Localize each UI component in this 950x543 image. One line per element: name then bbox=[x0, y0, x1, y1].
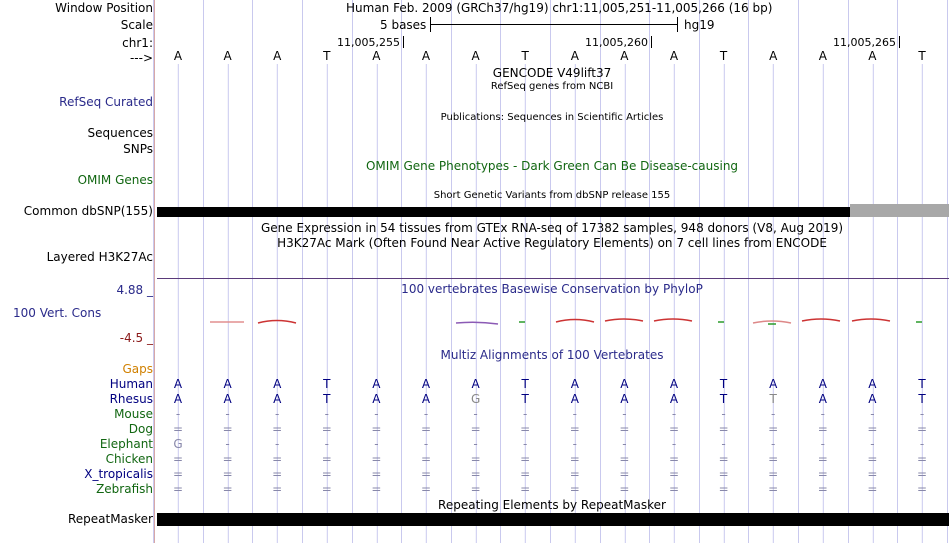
alignment-base: = bbox=[272, 422, 283, 436]
sequences-label[interactable]: Sequences bbox=[87, 126, 153, 140]
alignment-base: A bbox=[273, 377, 282, 391]
window-position-label: Window Position bbox=[55, 1, 153, 15]
alignment-base: - bbox=[225, 437, 230, 451]
alignment-base: - bbox=[820, 437, 825, 451]
alignment-base: = bbox=[718, 467, 729, 481]
alignment-base: - bbox=[771, 437, 776, 451]
alignment-base: = bbox=[470, 482, 481, 496]
alignment-base: = bbox=[619, 482, 630, 496]
alignment-base: A bbox=[669, 392, 679, 406]
publications-track-title[interactable]: Publications: Sequences in Scientific Articles bbox=[440, 112, 664, 123]
alignment-base: = bbox=[172, 467, 184, 481]
base-letter: A bbox=[273, 49, 282, 63]
base-letter: A bbox=[223, 49, 232, 63]
alignment-base: A bbox=[620, 377, 629, 391]
scale-assembly: hg19 bbox=[684, 18, 715, 32]
base-letter: A bbox=[620, 49, 629, 63]
alignment-base: = bbox=[371, 452, 382, 466]
alignment-base: A bbox=[868, 377, 877, 391]
alignment-base: T bbox=[323, 392, 331, 406]
base-letter: T bbox=[918, 49, 926, 63]
base-letter: A bbox=[471, 49, 480, 63]
alignment-base: = bbox=[321, 452, 332, 466]
alignment-base: = bbox=[371, 422, 382, 436]
alignment-base: - bbox=[671, 407, 677, 421]
alignment-base: = bbox=[371, 482, 382, 496]
alignment-base: = bbox=[222, 467, 233, 481]
alignment-base: = bbox=[569, 467, 580, 481]
coord-tick bbox=[899, 36, 900, 48]
alignment-base: = bbox=[916, 482, 928, 496]
alignment-base: - bbox=[473, 437, 478, 451]
alignment-base: A bbox=[273, 392, 282, 406]
alignment-base: = bbox=[916, 422, 928, 436]
alignment-base: = bbox=[916, 467, 928, 481]
alignment-base: = bbox=[817, 482, 828, 496]
alignment-base: = bbox=[718, 422, 729, 436]
dbsnp-track-title[interactable]: Short Genetic Variants from dbSNP release 155 bbox=[433, 190, 671, 201]
alignment-base: = bbox=[172, 482, 184, 496]
alignment-base: = bbox=[172, 452, 184, 466]
window-position-value: Human Feb. 2009 (GRCh37/hg19) chr1:11,005,251-11,005,266 (16 bp) bbox=[346, 1, 773, 15]
alignment-base: = bbox=[817, 452, 828, 466]
alignment-base: = bbox=[768, 467, 779, 481]
alignment-base: = bbox=[867, 422, 878, 436]
alignment-base: = bbox=[569, 422, 580, 436]
coord-tick bbox=[651, 36, 652, 48]
alignment-base: T bbox=[521, 392, 529, 406]
alignment-base: A bbox=[868, 392, 877, 406]
alignment-base: = bbox=[520, 467, 531, 481]
alignment-base: A bbox=[223, 377, 232, 391]
alignment-base: - bbox=[275, 407, 280, 421]
alignment-base: A bbox=[173, 392, 183, 406]
gtex-track-title[interactable]: Gene Expression in 54 tissues from GTEx RNA-seq of 17382 samples, 948 donors (V8, Aug 2019) bbox=[260, 221, 844, 235]
base-letter: A bbox=[570, 49, 579, 63]
alignment-base: = bbox=[768, 452, 779, 466]
alignment-base: A bbox=[173, 377, 183, 391]
base-letter: T bbox=[719, 49, 728, 63]
repeatmasker-label[interactable]: RepeatMasker bbox=[67, 512, 153, 526]
alignment-base: T bbox=[769, 392, 777, 406]
alignment-base: - bbox=[175, 407, 181, 421]
alignment-base: - bbox=[919, 407, 925, 421]
alignment-base: = bbox=[768, 482, 779, 496]
alignment-base: A bbox=[769, 377, 778, 391]
common-dbsnp-label[interactable]: Common dbSNP(155) bbox=[23, 204, 153, 218]
alignment-base: G bbox=[173, 437, 183, 451]
alignment-base: - bbox=[324, 407, 329, 421]
alignment-base: = bbox=[470, 422, 481, 436]
alignment-base: A bbox=[818, 377, 827, 391]
scale-bar-right-tick bbox=[677, 17, 678, 32]
alignment-base: = bbox=[321, 482, 332, 496]
alignment-base: = bbox=[420, 452, 432, 466]
coord-tick-label: 11,005,265 bbox=[833, 36, 896, 49]
h3k27ac-track-title[interactable]: H3K27Ac Mark (Often Found Near Active Regulatory Elements) on 7 cell lines from ENCODE bbox=[277, 236, 827, 250]
alignment-base: - bbox=[324, 437, 329, 451]
alignment-base: = bbox=[569, 482, 580, 496]
refseq-track-title[interactable]: RefSeq genes from NCBI bbox=[490, 81, 614, 92]
cons-min-label: -4.5 _ bbox=[119, 331, 153, 345]
alignment-base: T bbox=[918, 377, 926, 391]
alignment-base: = bbox=[867, 452, 878, 466]
alignment-base: - bbox=[572, 407, 577, 421]
alignment-base: = bbox=[420, 482, 432, 496]
species-label[interactable]: Mouse bbox=[114, 407, 153, 421]
alignment-base: - bbox=[423, 407, 429, 421]
alignment-base: = bbox=[520, 452, 531, 466]
alignment-base: = bbox=[272, 467, 283, 481]
alignment-base: = bbox=[619, 467, 630, 481]
alignment-base: - bbox=[423, 437, 429, 451]
alignment-base: = bbox=[420, 467, 432, 481]
alignment-base: = bbox=[222, 422, 233, 436]
alignment-base: = bbox=[420, 422, 432, 436]
alignment-base: = bbox=[817, 467, 828, 481]
scale-bar bbox=[430, 24, 678, 25]
alignment-base: T bbox=[521, 377, 529, 391]
scale-text: 5 bases bbox=[380, 18, 427, 32]
dbsnp-feature-bar[interactable] bbox=[157, 207, 949, 217]
multiz-track-title[interactable]: Multiz Alignments of 100 Vertebrates bbox=[440, 348, 664, 362]
alignment-base: = bbox=[668, 452, 680, 466]
alignment-base: = bbox=[520, 482, 531, 496]
chrom-label: chr1: bbox=[122, 36, 153, 50]
alignment-base: - bbox=[572, 437, 577, 451]
alignment-base: - bbox=[820, 407, 825, 421]
alignment-base: A bbox=[223, 392, 232, 406]
alignment-base: - bbox=[919, 437, 925, 451]
base-letter: A bbox=[669, 49, 679, 63]
alignment-base: - bbox=[671, 437, 677, 451]
alignment-base: = bbox=[668, 422, 680, 436]
species-label[interactable]: Chicken bbox=[105, 452, 153, 466]
alignment-base: - bbox=[523, 437, 528, 451]
coord-tick-label: 11,005,260 bbox=[585, 36, 648, 49]
alignment-base: = bbox=[619, 452, 630, 466]
alignment-base: = bbox=[867, 482, 878, 496]
alignment-base: A bbox=[471, 377, 480, 391]
base-letter: A bbox=[372, 49, 381, 63]
repeatmasker-track-title[interactable]: Repeating Elements by RepeatMasker bbox=[438, 498, 666, 512]
alignment-base: = bbox=[569, 452, 580, 466]
alignment-base: = bbox=[222, 452, 233, 466]
repeatmasker-feature-bar[interactable] bbox=[157, 513, 949, 526]
alignment-base: A bbox=[818, 392, 827, 406]
alignment-base: = bbox=[371, 467, 382, 481]
alignment-base: = bbox=[916, 452, 928, 466]
alignment-base: = bbox=[619, 422, 630, 436]
base-letter: A bbox=[769, 49, 778, 63]
alignment-base: A bbox=[421, 377, 431, 391]
alignment-base: G bbox=[470, 392, 481, 406]
alignment-base: = bbox=[470, 452, 481, 466]
phylop-track-title[interactable]: 100 vertebrates Basewise Conservation by PhyloP bbox=[401, 282, 703, 296]
refseq-curated-label[interactable]: RefSeq Curated bbox=[59, 95, 153, 109]
alignment-base: = bbox=[668, 467, 680, 481]
scale-label: Scale bbox=[120, 18, 153, 32]
h3k27ac-baseline bbox=[157, 278, 949, 279]
alignment-base: = bbox=[768, 422, 779, 436]
omim-genes-label[interactable]: OMIM Genes bbox=[77, 173, 153, 187]
base-letter: A bbox=[421, 49, 431, 63]
species-label[interactable]: Dog bbox=[128, 422, 153, 436]
species-label[interactable]: Zebrafish bbox=[96, 482, 153, 496]
base-letter: T bbox=[521, 49, 529, 63]
gaps-label[interactable]: Gaps bbox=[122, 362, 153, 376]
alignment-base: = bbox=[817, 422, 828, 436]
alignment-base: - bbox=[225, 407, 230, 421]
alignment-base: = bbox=[321, 422, 332, 436]
base-letter: T bbox=[323, 49, 331, 63]
snps-label[interactable]: SNPs bbox=[123, 142, 153, 156]
cons-max-label: 4.88 _ bbox=[116, 283, 153, 297]
scale-bar-left-tick bbox=[430, 17, 431, 32]
alignment-base: - bbox=[622, 437, 627, 451]
alignment-base: - bbox=[374, 407, 379, 421]
alignment-base: T bbox=[719, 377, 728, 391]
alignment-base: = bbox=[718, 482, 729, 496]
dbsnp-feature-gray[interactable] bbox=[850, 204, 949, 217]
alignment-base: - bbox=[870, 437, 875, 451]
alignment-base: A bbox=[620, 392, 629, 406]
alignment-base: = bbox=[172, 422, 184, 436]
alignment-base: A bbox=[570, 377, 579, 391]
alignment-base: = bbox=[272, 452, 283, 466]
coord-tick bbox=[403, 36, 404, 48]
base-letter: A bbox=[818, 49, 827, 63]
alignment-base: = bbox=[520, 422, 531, 436]
vert-cons-label[interactable]: 100 Vert. Cons bbox=[13, 306, 102, 320]
alignment-base: - bbox=[622, 407, 627, 421]
alignment-base: - bbox=[721, 407, 726, 421]
alignment-base: A bbox=[570, 392, 579, 406]
alignment-base: A bbox=[669, 377, 679, 391]
coord-tick-label: 11,005,255 bbox=[337, 36, 400, 49]
alignment-base: A bbox=[372, 377, 381, 391]
alignment-base: - bbox=[771, 407, 776, 421]
alignment-base: = bbox=[718, 452, 729, 466]
alignment-base: - bbox=[523, 407, 528, 421]
alignment-base: T bbox=[719, 392, 728, 406]
species-label[interactable]: Rhesus bbox=[109, 392, 153, 406]
alignment-base: A bbox=[372, 392, 381, 406]
alignment-base: = bbox=[668, 482, 680, 496]
alignment-base: = bbox=[222, 482, 233, 496]
alignment-base: - bbox=[275, 437, 280, 451]
base-letter: A bbox=[868, 49, 877, 63]
alignment-base: A bbox=[421, 392, 431, 406]
alignment-base: - bbox=[374, 437, 379, 451]
alignment-base: - bbox=[473, 407, 478, 421]
gencode-track-title[interactable]: GENCODE V49lift37 bbox=[492, 66, 612, 80]
label-divider bbox=[154, 0, 155, 543]
alignment-base: T bbox=[323, 377, 331, 391]
alignment-base: = bbox=[272, 482, 283, 496]
alignment-base: = bbox=[867, 467, 878, 481]
strand-label: ---> bbox=[129, 51, 153, 65]
species-label[interactable]: Elephant bbox=[99, 437, 153, 451]
layered-h3k27ac-label[interactable]: Layered H3K27Ac bbox=[46, 250, 153, 264]
alignment-base: = bbox=[321, 467, 332, 481]
species-label[interactable]: Human bbox=[109, 377, 153, 391]
base-letter: A bbox=[173, 49, 183, 63]
alignment-base: - bbox=[721, 437, 726, 451]
alignment-base: T bbox=[918, 392, 926, 406]
alignment-base: = bbox=[470, 467, 481, 481]
species-label[interactable]: X_tropicalis bbox=[84, 467, 153, 481]
omim-track-title[interactable]: OMIM Gene Phenotypes - Dark Green Can Be Disease-causing bbox=[365, 159, 739, 173]
alignment-base: - bbox=[870, 407, 875, 421]
